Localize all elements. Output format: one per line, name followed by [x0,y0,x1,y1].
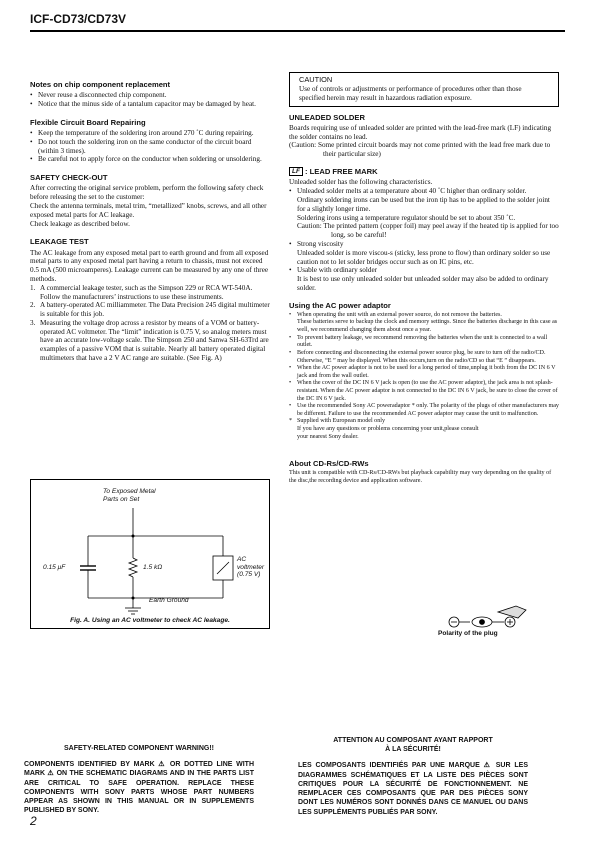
safety-title: SAFETY CHECK-OUT [30,173,108,183]
adaptor-footnote: * Supplied with European model only If you have any questions or problems concerning your unit,please consult your nearest Sony dealer. [289,418,479,440]
list-item: 1. A commercial leakage tester, such as the Simpson 229 or RCA WT-540A. Follow the manufacturers’ instructions to use these instruments. [30,283,253,301]
list-item: • Before connecting and disconnecting the external power source plug, be sure to turn off the radio/CD. Otherwise, “E ” may be displayed. When this occurs,turn on the radio/CD so that “E ” disappears. [289,350,559,365]
chip-list [30,91,270,109]
list-item: • When operating the unit with an external power source, do not remove the batteries. These batteries serve to backup the clock and memory settings. Since the batteries discharge in this case as well, we recommend changing them about once a year. [289,312,559,335]
polarity-label: Polarity of the plug [438,630,498,637]
left-column [30,80,270,363]
flex-list [30,129,270,164]
leakage-list [30,284,270,363]
label-ground: Earth Ground [149,597,189,604]
warning-en-title: SAFETY-RELATED COMPONENT WARNING!! [64,745,214,752]
chip-title: Notes on chip component replacement [30,80,171,89]
list-item: • Notice that the minus side of a tantalum capacitor may be damaged by heat. [30,100,270,109]
figure-a [30,479,270,629]
list-item: 3. Measuring the voltage drop across a resistor by means of a VOM or battery-operated AC voltmeter. The “limit” indication is 0.75 V, so analog meters must have an accurate low-voltage scale. The Simpson 250 and Sanwa SH-63Trd are examples of a passive VOM that is suitable. Nearly all battery operated digital multimeters that have a 2 V AC range are suitable. (See Fig. A) [30,318,269,362]
label-to-metal: To Exposed Metal Parts on Set [103,488,156,503]
label-capacitor: 0.15 μF [43,564,66,571]
warning-french [298,736,528,817]
cdrw-body: This unit is compatible with CD-Rs/CD-RWs but playback capability may vary depending on the quality of the disc,the recording device and application software. [289,470,552,485]
unleaded-caution: (Caution: Some printed circuit boards may not come printed with the lead free mark due to their particular size) [289,141,551,159]
model-header: ICF-CD73/CD73V [30,12,127,26]
list-item: • Unleaded solder melts at a temperature about 40 ˚C higher than ordinary solder. Ordinary soldering irons can be used but the iron tip has to be applied to the solder joint for a slightly longer time. Soldering irons using a temperature regulator should be set to about 350 ˚C. Caution: The printed pattern (copper foil) may peel away if the heated tip is applied for too long, so be careful! [289,187,559,240]
label-voltmeter: AC voltmeter (0.75 V) [237,556,265,579]
header-rule [30,30,565,32]
list-item: • When the AC power adaptor is not to be used for a long period of time,unplug it both from the DC IN 6 V jack and from the wall outlet. [289,365,559,380]
list-item: • When the cover of the DC IN 6 V jack is open (to use the AC power adaptor), the jack area is not splash-resistant. When the AC power adaptor is not connected to the DC IN 6 V jack, be sure to close the cover of the DC IN 6 V jack. [289,380,559,403]
warning-en-body: COMPONENTS IDENTIFIED BY MARK ⚠ OR DOTTED LINE WITH MARK ⚠ ON THE SCHEMATIC DIAGRAMS AND IN THE PARTS LIST ARE CRITICAL TO SAFE OPERATION. REPLACE THESE COMPONENTS WITH SONY PARTS WHOSE PART NUMBERS APPEAR AS SHOWN IN THIS MANUAL OR IN SUPPLEMENTS PUBLISHED BY SONY. [24,761,254,815]
list-item: • Keep the temperature of the soldering iron around 270 ˚C during repairing. [30,129,270,138]
list-item: • Usable with ordinary solder It is best to use only unleaded solder but unleaded solder may also be added to ordinary solder. [289,266,559,292]
safety-body2: Check the antenna terminals, metal trim, “metallized” knobs, screws, and all other exposed metal parts for AC leakage. [30,202,267,219]
lf-list [289,187,559,292]
unleaded-body: Boards requiring use of unleaded solder are printed with the lead-free mark (LF) indicating the solder contains no lead. [289,123,552,141]
list-item: • Strong viscosity Unleaded solder is more viscou-s (sticky, less prone to flow) than ordinary solder so use caution not to let solder bridges occur such as on IC pins, etc. [289,240,559,266]
right-column [289,72,559,486]
adaptor-title: Using the AC power adaptor [289,300,391,310]
warning-fr-body: LES COMPOSANTS IDENTIFIÉS PAR UNE MARQUE ⚠ SUR LES DIAGRAMMES SCHÉMATIQUES ET LA LISTE DES PIÈCES SONT CRITIQUES POUR LA SÉCURITÉ DE FONCTIONNEMENT. NE REMPLACER CES COMPOSANTS QUE PAR DES PIÈCES SONY DONT LES NUMÉROS SONT DONNÉS DANS CE MANUEL OU DANS LES SUPPLÉMENTS PUBLIÉS PAR SONY. [298,762,528,816]
unleaded-title: UNLEADED SOLDER [289,112,365,122]
list-item: • Be careful not to apply force on the conductor when soldering or unsoldering. [30,155,270,164]
list-item: • To prevent battery leakage, we recommend removing the batteries when the unit is connected to a wall outlet. [289,335,559,350]
list-item: • Use the recommended Sony AC poweradaptor * only. The polarity of the plugs of other manufacturers may be different. Failure to use the recommended AC power adaptor may cause the unit to malfunction. [289,403,559,418]
list-item: • Never reuse a disconnected chip component. [30,91,270,100]
figure-caption: Fig. A. Using an AC voltmeter to check AC leakage. [70,616,230,624]
safety-body3: Check leakage as described below. [30,219,130,228]
list-item: 2. A battery-operated AC milliammeter. The Data Precision 245 digital multimeter is suitable for this job. [30,301,270,319]
leakage-body: The AC leakage from any exposed metal part to earth ground and from all exposed metal parts to any exposed metal part having a return to chassis, must not exceed 0.5 mA (500 microamperes). Leakage current can be measured by any one of three methods. [30,248,269,283]
safety-body: After correcting the original service problem, perform the following safety check before releasing the set to the customer: [30,184,264,202]
lead-free-mark-icon: LF [289,167,303,176]
adaptor-list [289,312,559,419]
flex-title: Flexible Circuit Board Repairing [30,117,146,127]
warning-english [24,744,254,816]
list-item: • Do not touch the soldering iron on the same conductor of the circuit board (within 3 times). [30,138,270,156]
caution-body: Use of controls or adjustments or performance of procedures other than those specified herein may result in hazardous radiation exposure. [299,85,522,102]
caution-title: CAUTION [299,75,333,84]
lf-intro: Unleaded solder has the following characteristics. [289,178,433,187]
cdrw-title: About CD-Rs/CD-RWs [289,459,369,469]
lf-title: LF : LEAD FREE MARK [289,167,559,177]
label-resistor: 1.5 kΩ [143,564,163,571]
page-number: 2 [30,814,37,828]
warning-fr-title: ATTENTION AU COMPOSANT AYANT RAPPORT À LA SÉCURITÉ! [333,737,493,754]
leakage-title: LEAKAGE TEST [30,237,89,247]
caution-box [289,72,559,107]
